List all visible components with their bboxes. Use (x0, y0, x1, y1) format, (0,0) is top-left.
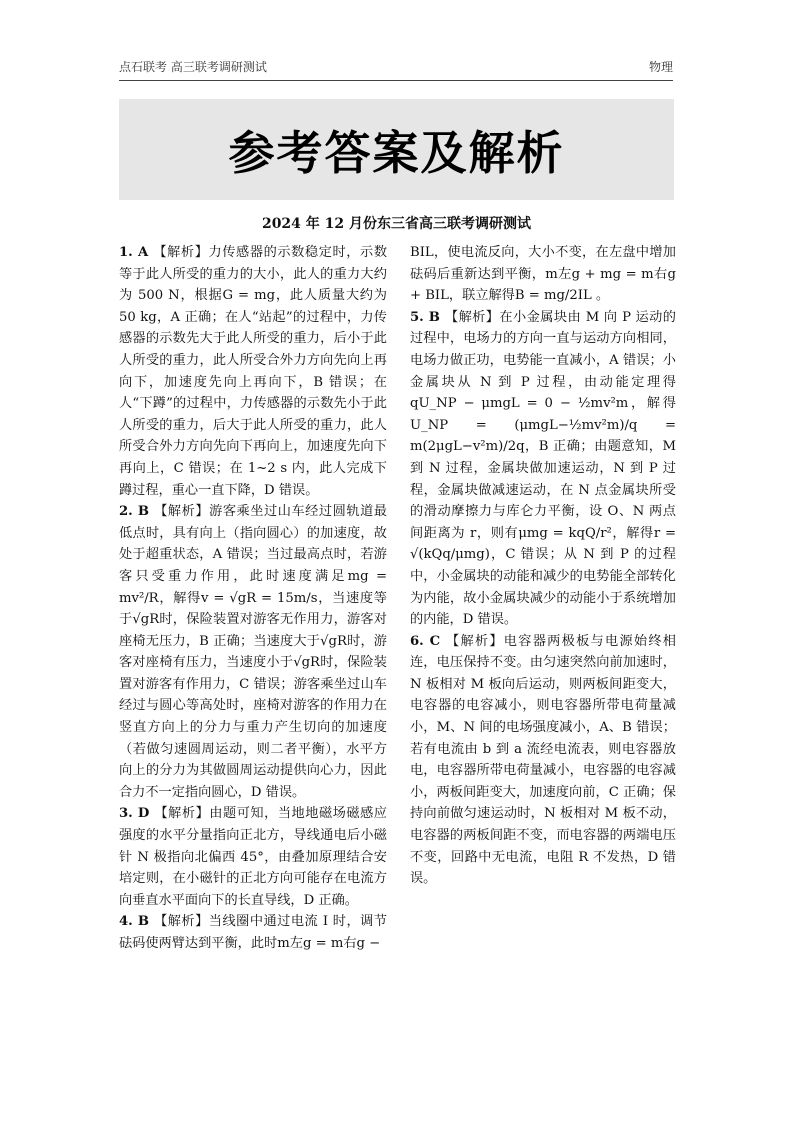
header-rule (119, 80, 673, 81)
header-subject: 物理 (648, 60, 673, 74)
question-number: 1. A (119, 245, 154, 260)
question-number: 6. C (410, 633, 446, 649)
answer-text: 【解析】力传感器的示数稳定时，示数等于此人所受的重力的大小，此人的重力大约为 500 N，根据G = mg，此人质量大约为 50 kg，A 正确；在人“站起”的过程中，力传感器的示数先大于此人所受的重力，后小于此人所受的重力，此人所受合外力方向先向上再向下，加速度先向上再向下，B 错误；在人“下蹲”的过程中，力传感器的示数先小于此人所受的重力，后大于此人所受的重力，此人所受合外力方向先向下再向上，加速度先向下再向上，C 错误；在 1~2 s 内，此人完成下蹲过程，重心一直下降，D 错误。 (119, 245, 388, 498)
banner-title: 参考答案及解析 (228, 125, 565, 180)
title-banner (119, 99, 674, 200)
question-number: 4. B (119, 914, 155, 930)
answer-paragraph (410, 242, 676, 307)
answer-text: 【解析】当线圈中通过电流 I 时，调节砝码使两臂达到平衡，此时m左g = m右g − (119, 914, 387, 951)
answer-paragraph (410, 307, 676, 631)
page-header (119, 58, 673, 76)
question-number: 5. B (410, 309, 445, 325)
answer-text: 【解析】游客乘坐过山车经过圆轨道最低点时，具有向上（指向圆心）的加速度，故处于超重状态，A 错误；当过最高点时，若游客只受重力作用，此时速度满足mg = mv²/R，解得v = √gR = 15m/s，当速度等于√gR时，保险装置对游客无作用力，游客对座椅无压力，B 正确；当速度大于√gR时，游客对座椅有压力，当速度小于√gR时，保险装置对游客有作用力，C 错误；游客乘坐过山车经过与圆心等高处时，座椅对游客的作用力在竖直方向上的分力与重力产生切向的加速度（若做匀速圆周运动，则二者平衡），水平方向上的分力为其做圆周运动提供向心力，因此合力不一定指向圆心，D 错误。 (119, 504, 387, 800)
answer-paragraph (410, 631, 676, 890)
answer-text: BIL，使电流反向，大小不变，在左盘中增加砝码后重新达到平衡，m左g + mg = m右g + BIL，联立解得B = mg/2IL 。 (410, 245, 676, 304)
answer-paragraph (119, 803, 387, 911)
answer-paragraph (119, 501, 387, 803)
answer-text: 【解析】在小金属块由 M 向 P 运动的过程中，电场力的方向一直与运动方向相同，电场力做正功，电势能一直减小，A 错误；小金属块从 N 到 P 过程，由动能定理得 qU_NP − μmgL = 0 − ½mv²m，解得U_NP = (μmgL−½mv²m)/q = m(2μgL−v²m)/2q，B 正确；由题意知，M 到 N 过程，金属块做加速运动，N 到 P 过程，金属块做减速运动，在 N 点金属块所受的滑动摩擦力与库仑力平衡，设 O、N 两点间距离为 r，则有μmg = kqQ/r²，解得r = √(kQq/μmg)，C 错误；从 N 到 P 的过程中，小金属块的动能和减少的电势能全部转化为内能，故小金属块减少的动能小于系统增加的内能，D 错误。 (410, 309, 676, 628)
left-column (119, 242, 387, 955)
answer-paragraph (119, 911, 387, 954)
answer-text: 【解析】由题可知，当地地磁场磁感应强度的水平分量指向正北方，导线通电后小磁针 N 极指向北偏西 45°，由叠加原理结合安培定则，在小磁针的正北方向可能存在电流方向垂直水平面向下的长直导线，D 正确。 (119, 806, 387, 908)
right-column (410, 242, 676, 890)
question-number: 2. B (119, 504, 155, 520)
answer-text: 【解析】电容器两极板与电源始终相连，电压保持不变。由匀速突然向前加速时，N 板相对 M 板向后运动，则两板间距变大，电容器的电容减小，则电容器所带电荷量减小，M、N 间的电场强度减小，A、B 错误；若有电流由 b 到 a 流经电流表，则电容器放电，电容器所带电荷量减小，电容器的电容减小，两板间距变大，加速度向前，C 正确；保持向前做匀速运动时，N 板相对 M 板不动，电容器的两板间距不变，而电容器的两端电压不变，回路中无电流，电阻 R 不发热，D 错误。 (410, 633, 676, 887)
header-source: 点石联考 高三联考调研测试 (119, 60, 267, 74)
exam-subtitle: 2024 年 12 月份东三省高三联考调研测试 (261, 216, 532, 232)
answer-paragraph (119, 242, 387, 501)
question-number: 3. D (119, 806, 155, 822)
